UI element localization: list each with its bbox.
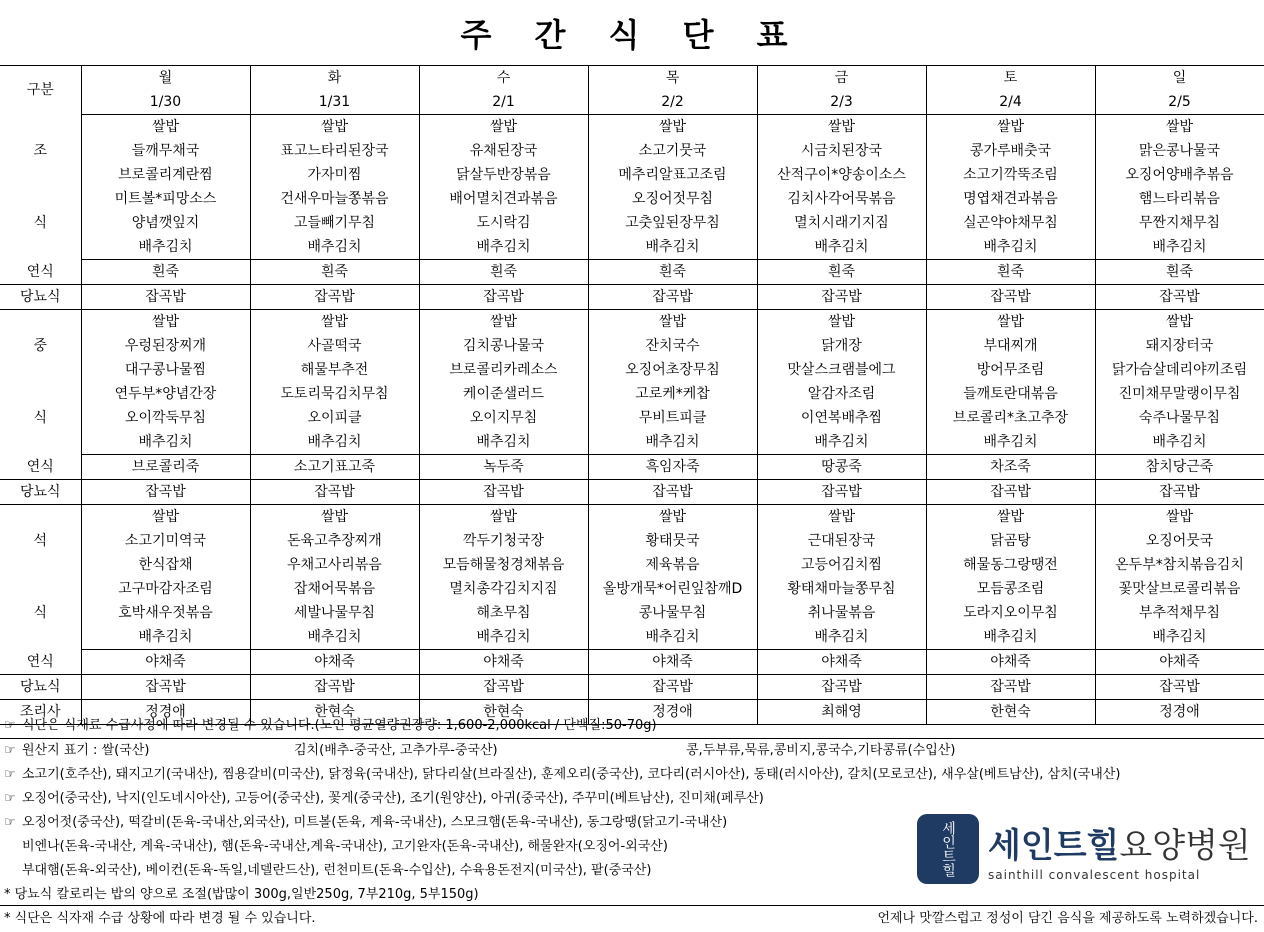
- menu-row: [0, 430, 1264, 455]
- menu-item: 산적구이*양송이소스: [757, 163, 926, 187]
- porridge-item: 흑임자죽: [588, 455, 757, 480]
- page-title: 주 간 식 단 표: [0, 0, 1264, 66]
- menu-item: 무비트피클: [588, 406, 757, 430]
- meal-label-top: 조: [0, 115, 81, 188]
- day-date: 2/4: [926, 90, 1095, 115]
- diabetic-item: 잡곡밥: [250, 675, 419, 700]
- porridge-item: 흰죽: [757, 260, 926, 285]
- cook-name: 정경애: [588, 700, 757, 725]
- pointing-hand-icon: ☞: [4, 743, 16, 758]
- porridge-label: 연식: [0, 455, 81, 480]
- menu-item: 해물부추전: [250, 358, 419, 382]
- diabetic-item: 잡곡밥: [926, 480, 1095, 505]
- menu-row: [0, 139, 1264, 163]
- menu-item: 쌀밥: [81, 115, 250, 140]
- day-name: 화: [250, 66, 419, 90]
- meal-label-bottom: 식: [0, 382, 81, 455]
- menu-item: 호박새우젓볶음: [81, 601, 250, 625]
- menu-item: 고춧잎된장무침: [588, 211, 757, 235]
- day-name: 금: [757, 66, 926, 90]
- menu-item: 배추김치: [1095, 235, 1264, 260]
- diabetic-item: 잡곡밥: [1095, 675, 1264, 700]
- menu-item: 쌀밥: [588, 310, 757, 335]
- porridge-item: 땅콩죽: [757, 455, 926, 480]
- menu-item: 쌀밥: [926, 310, 1095, 335]
- menu-item: 해초무침: [419, 601, 588, 625]
- diabetic-item: 잡곡밥: [757, 675, 926, 700]
- porridge-label: 연식: [0, 260, 81, 285]
- menu-item: 브로콜리*초고추장: [926, 406, 1095, 430]
- diabetic-item: 잡곡밥: [1095, 480, 1264, 505]
- day-date: 2/2: [588, 90, 757, 115]
- note-origin-processed-3: 부대햄(돈육-외국산), 베이컨(돈육-독일,네델란드산), 런천미트(돈육-수입산), 수육용돈전지(미국산), 팥(중국산): [22, 863, 652, 878]
- menu-item: 케이준샐러드: [419, 382, 588, 406]
- diabetic-item: 잡곡밥: [419, 285, 588, 310]
- menu-item: 배추김치: [588, 235, 757, 260]
- cook-name: 한현숙: [926, 700, 1095, 725]
- menu-row: [0, 601, 1264, 625]
- menu-item: 꽃맛살브로콜리볶음: [1095, 577, 1264, 601]
- porridge-item: 브로콜리죽: [81, 455, 250, 480]
- menu-row: [0, 310, 1264, 335]
- menu-item: 배추김치: [926, 625, 1095, 650]
- menu-item: 맑은콩나물국: [1095, 139, 1264, 163]
- menu-item: 시금치된장국: [757, 139, 926, 163]
- porridge-item: 야채죽: [1095, 650, 1264, 675]
- menu-item: 쌀밥: [419, 115, 588, 140]
- diabetic-item: 잡곡밥: [588, 480, 757, 505]
- menu-item: 우렁된장찌개: [81, 334, 250, 358]
- menu-item: 쌀밥: [1095, 505, 1264, 530]
- menu-item: 배추김치: [250, 625, 419, 650]
- menu-item: 돈육고추장찌개: [250, 529, 419, 553]
- menu-item: 부추적채무침: [1095, 601, 1264, 625]
- menu-item: 방어무조림: [926, 358, 1095, 382]
- note-menu-change: ☞ 식단은 식재료 수급사정에 따라 변경될 수 있습니다.(노인 평균열량권장량: 1,600-2,000kcal / 단백질:50-70g): [0, 714, 1264, 739]
- menu-item: 잡채어묵볶음: [250, 577, 419, 601]
- menu-item: 모듬콩조림: [926, 577, 1095, 601]
- porridge-item: 야채죽: [588, 650, 757, 675]
- diabetic-item: 잡곡밥: [250, 480, 419, 505]
- menu-item: 쌀밥: [250, 310, 419, 335]
- diabetic-label: 당뇨식: [0, 285, 81, 310]
- menu-item: 멸치총각김치지짐: [419, 577, 588, 601]
- menu-item: 배추김치: [419, 235, 588, 260]
- note-diabetic-calorie: * 당뇨식 칼로리는 밥의 양으로 조절(밥많이 300g,일반250g, 7부210g, 5부150g): [4, 887, 479, 902]
- menu-item: 쌀밥: [250, 505, 419, 530]
- diabetic-item: 잡곡밥: [926, 285, 1095, 310]
- footer-right-note: 언제나 맛깔스럽고 정성이 담긴 음식을 제공하도록 노력하겠습니다.: [877, 911, 1258, 926]
- menu-item: 들깨토란대볶음: [926, 382, 1095, 406]
- menu-item: 쌀밥: [588, 115, 757, 140]
- porridge-row: [0, 260, 1264, 285]
- menu-item: 브로콜리카레소스: [419, 358, 588, 382]
- note-origin-processed-2: 비엔나(돈육-국내산, 계육-국내산), 햄(돈육-국내산,계육-국내산), 고기완자(돈육-국내산), 해물완자(오징어-외국산): [22, 839, 668, 854]
- porridge-item: 야채죽: [926, 650, 1095, 675]
- porridge-item: 흰죽: [588, 260, 757, 285]
- menu-row: [0, 163, 1264, 187]
- menu-item: 맛살스크램블에그: [757, 358, 926, 382]
- menu-row: [0, 505, 1264, 530]
- diabetic-item: 잡곡밥: [926, 675, 1095, 700]
- menu-item: 잔치국수: [588, 334, 757, 358]
- menu-item: 배추김치: [926, 235, 1095, 260]
- menu-row: [0, 358, 1264, 382]
- menu-item: 메추리알표고조림: [588, 163, 757, 187]
- porridge-item: 참치당근죽: [1095, 455, 1264, 480]
- porridge-item: 흰죽: [250, 260, 419, 285]
- diabetic-row: [0, 480, 1264, 505]
- menu-item: 배추김치: [588, 430, 757, 455]
- menu-item: 쌀밥: [250, 115, 419, 140]
- menu-item: 배추김치: [757, 235, 926, 260]
- weekly-menu-table: [0, 66, 1264, 725]
- menu-row: [0, 115, 1264, 140]
- header-label: 구분: [0, 66, 81, 115]
- day-date: 1/30: [81, 90, 250, 115]
- day-name: 목: [588, 66, 757, 90]
- pointing-hand-icon: ☞: [4, 718, 16, 733]
- menu-item: 배추김치: [757, 430, 926, 455]
- note-origin-rice: ☞ 원산지 표기 : 쌀(국산) 김치(배추-중국산, 고추가루-중국산) 콩,두부류,묵류,콩비지,콩국수,기타콩류(수입산): [0, 739, 1264, 763]
- menu-item: 닭가슴살데리야끼조림: [1095, 358, 1264, 382]
- menu-item: 표고느타리된장국: [250, 139, 419, 163]
- menu-item: 쌀밥: [757, 310, 926, 335]
- menu-item: 배어멸치견과볶음: [419, 187, 588, 211]
- meal-label-bottom: 식: [0, 577, 81, 650]
- menu-item: 쌀밥: [757, 505, 926, 530]
- diabetic-item: 잡곡밥: [419, 480, 588, 505]
- menu-item: 진미채무말랭이무침: [1095, 382, 1264, 406]
- menu-item: 쌀밥: [419, 310, 588, 335]
- menu-item: 배추김치: [926, 430, 1095, 455]
- menu-item: 콩나물무침: [588, 601, 757, 625]
- diabetic-label: 당뇨식: [0, 675, 81, 700]
- menu-row: [0, 211, 1264, 235]
- menu-item: 해물동그랑땡전: [926, 553, 1095, 577]
- menu-item: 김치사각어묵볶음: [757, 187, 926, 211]
- porridge-item: 야채죽: [81, 650, 250, 675]
- porridge-item: 야채죽: [250, 650, 419, 675]
- cook-name: 최해영: [757, 700, 926, 725]
- menu-item: 제육볶음: [588, 553, 757, 577]
- menu-item: 배추김치: [81, 235, 250, 260]
- menu-item: 쌀밥: [926, 505, 1095, 530]
- menu-item: 배추김치: [1095, 625, 1264, 650]
- menu-item: 황태뭇국: [588, 529, 757, 553]
- diabetic-item: 잡곡밥: [250, 285, 419, 310]
- menu-item: 취나물볶음: [757, 601, 926, 625]
- menu-item: 도시락김: [419, 211, 588, 235]
- menu-item: 들깨무채국: [81, 139, 250, 163]
- cook-name: 정경애: [1095, 700, 1264, 725]
- day-date: 1/31: [250, 90, 419, 115]
- note-origin-meat: ☞ 소고기(호주산), 돼지고기(국내산), 찜용갈비(미국산), 닭정육(국내산), 닭다리살(브라질산), 훈제오리(중국산), 코다리(러시아산), 동태(러시아산), 갈치(모로코산), 새우살(베트남산), 삼치(국내산): [0, 763, 1264, 787]
- menu-row: [0, 529, 1264, 553]
- diabetic-item: 잡곡밥: [81, 285, 250, 310]
- porridge-label: 연식: [0, 650, 81, 675]
- menu-item: 숙주나물무침: [1095, 406, 1264, 430]
- menu-item: 오이깍둑무침: [81, 406, 250, 430]
- menu-item: 실곤약야채무침: [926, 211, 1095, 235]
- menu-row: [0, 406, 1264, 430]
- diabetic-item: 잡곡밥: [588, 285, 757, 310]
- porridge-item: 야채죽: [757, 650, 926, 675]
- header-dates-row: [0, 90, 1264, 115]
- pointing-hand-icon: ☞: [4, 767, 16, 782]
- day-name: 수: [419, 66, 588, 90]
- diabetic-item: 잡곡밥: [1095, 285, 1264, 310]
- menu-item: 소고기미역국: [81, 529, 250, 553]
- menu-row: [0, 577, 1264, 601]
- menu-item: 오징어양배추볶음: [1095, 163, 1264, 187]
- menu-item: 브로콜리계란찜: [81, 163, 250, 187]
- menu-item: 배추김치: [757, 625, 926, 650]
- porridge-item: 흰죽: [419, 260, 588, 285]
- menu-item: 모듬해물청경채볶음: [419, 553, 588, 577]
- diabetic-item: 잡곡밥: [81, 480, 250, 505]
- menu-item: 대구콩나물찜: [81, 358, 250, 382]
- note-origin-processed: ☞ 오징어젓(중국산), 떡갈비(돈육-국내산,외국산), 미트볼(돈육, 계육-국내산), 스모크햄(돈육-국내산), 동그랑땡(닭고기-국내산): [0, 811, 1264, 835]
- menu-item: 닭살두반장볶음: [419, 163, 588, 187]
- menu-item: 배추김치: [1095, 430, 1264, 455]
- menu-item: 쌀밥: [926, 115, 1095, 140]
- menu-item: 쌀밥: [81, 505, 250, 530]
- porridge-item: 녹두죽: [419, 455, 588, 480]
- menu-item: 배추김치: [250, 430, 419, 455]
- menu-item: 우채고사리볶음: [250, 553, 419, 577]
- diabetic-row: [0, 675, 1264, 700]
- diabetic-item: 잡곡밥: [588, 675, 757, 700]
- porridge-row: [0, 650, 1264, 675]
- menu-item: 고구마감자조림: [81, 577, 250, 601]
- diabetic-item: 잡곡밥: [419, 675, 588, 700]
- cook-name: 한현숙: [419, 700, 588, 725]
- menu-item: 고들빼기무침: [250, 211, 419, 235]
- menu-row: [0, 625, 1264, 650]
- header-days-row: [0, 66, 1264, 90]
- menu-item: 세발나물무침: [250, 601, 419, 625]
- menu-item: 쌀밥: [81, 310, 250, 335]
- logo-english-name: sainthill convalescent hospital: [988, 868, 1201, 882]
- diabetic-item: 잡곡밥: [757, 480, 926, 505]
- menu-item: 유채된장국: [419, 139, 588, 163]
- footer-left-note: * 식단은 식자재 수급 상황에 따라 변경 될 수 있습니다.: [4, 911, 316, 926]
- porridge-item: 흰죽: [81, 260, 250, 285]
- menu-item: 무짠지채무침: [1095, 211, 1264, 235]
- diabetic-item: 잡곡밥: [81, 675, 250, 700]
- logo-name: 세인트힐요양병원: [988, 826, 1251, 866]
- menu-item: 쌀밥: [419, 505, 588, 530]
- menu-item: 건새우마늘쫑볶음: [250, 187, 419, 211]
- menu-row: [0, 382, 1264, 406]
- menu-item: 가자미찜: [250, 163, 419, 187]
- porridge-row: [0, 455, 1264, 480]
- menu-item: 콩가루배춧국: [926, 139, 1095, 163]
- menu-item: 배추김치: [419, 625, 588, 650]
- diabetic-row: [0, 285, 1264, 310]
- cook-label: 조리사: [0, 700, 81, 725]
- menu-item: 부대찌개: [926, 334, 1095, 358]
- menu-item: 햄느타리볶음: [1095, 187, 1264, 211]
- menu-item: 멸치시래기지짐: [757, 211, 926, 235]
- menu-item: 오징어젓무침: [588, 187, 757, 211]
- meal-label-bottom: 식: [0, 187, 81, 260]
- menu-item: 고로케*케찹: [588, 382, 757, 406]
- menu-item: 연두부*양념간장: [81, 382, 250, 406]
- porridge-item: 소고기표고죽: [250, 455, 419, 480]
- menu-item: 미트볼*피망소스: [81, 187, 250, 211]
- menu-item: 도토리묵김치무침: [250, 382, 419, 406]
- note-origin-seafood: ☞ 오징어(중국산), 낙지(인도네시아산), 고등어(중국산), 꽃게(중국산), 조기(원양산), 아귀(중국산), 주꾸미(베트남산), 진미채(페루산): [0, 787, 1264, 811]
- menu-item: 근대된장국: [757, 529, 926, 553]
- day-name: 토: [926, 66, 1095, 90]
- menu-item: 오징어초장무침: [588, 358, 757, 382]
- menu-item: 소고기깍뚝조림: [926, 163, 1095, 187]
- menu-item: 쌀밥: [757, 115, 926, 140]
- pointing-hand-icon: ☞: [4, 791, 16, 806]
- menu-item: 오징어뭇국: [1095, 529, 1264, 553]
- menu-item: 알감자조림: [757, 382, 926, 406]
- menu-item: 배추김치: [250, 235, 419, 260]
- menu-item: 쌀밥: [1095, 310, 1264, 335]
- menu-item: 오이지무침: [419, 406, 588, 430]
- menu-item: 올방개묵*어린잎참깨D: [588, 577, 757, 601]
- meal-label-top: 석: [0, 505, 81, 578]
- porridge-item: 차조죽: [926, 455, 1095, 480]
- porridge-item: 흰죽: [926, 260, 1095, 285]
- menu-item: 배추김치: [81, 430, 250, 455]
- footer-line: [0, 905, 1264, 932]
- cook-name: 정경애: [81, 700, 250, 725]
- menu-item: 양념깻잎지: [81, 211, 250, 235]
- logo-seal-icon: 세인트힐: [917, 814, 979, 884]
- menu-item: 고등어김치찜: [757, 553, 926, 577]
- day-name: 월: [81, 66, 250, 90]
- menu-item: 김치콩나물국: [419, 334, 588, 358]
- menu-item: 배추김치: [588, 625, 757, 650]
- menu-item: 깍두기청국장: [419, 529, 588, 553]
- menu-item: 사골떡국: [250, 334, 419, 358]
- porridge-item: 야채죽: [419, 650, 588, 675]
- menu-item: 이연복배추찜: [757, 406, 926, 430]
- day-date: 2/5: [1095, 90, 1264, 115]
- menu-row: [0, 334, 1264, 358]
- porridge-item: 흰죽: [1095, 260, 1264, 285]
- menu-item: 온두부*참치볶음김치: [1095, 553, 1264, 577]
- menu-item: 명엽채견과볶음: [926, 187, 1095, 211]
- menu-item: 닭개장: [757, 334, 926, 358]
- day-date: 2/3: [757, 90, 926, 115]
- hospital-logo: [915, 812, 1260, 887]
- menu-item: 배추김치: [81, 625, 250, 650]
- menu-item: 황태채마늘쫑무침: [757, 577, 926, 601]
- menu-item: 한식잡채: [81, 553, 250, 577]
- menu-item: 쌀밥: [1095, 115, 1264, 140]
- diabetic-label: 당뇨식: [0, 480, 81, 505]
- menu-row: [0, 235, 1264, 260]
- pointing-hand-icon: ☞: [4, 815, 16, 830]
- menu-item: 닭곰탕: [926, 529, 1095, 553]
- meal-label-top: 중: [0, 310, 81, 383]
- diabetic-item: 잡곡밥: [757, 285, 926, 310]
- menu-item: 돼지장터국: [1095, 334, 1264, 358]
- day-name: 일: [1095, 66, 1264, 90]
- menu-item: 오이피클: [250, 406, 419, 430]
- day-date: 2/1: [419, 90, 588, 115]
- cook-name: 한현숙: [250, 700, 419, 725]
- menu-item: 쌀밥: [588, 505, 757, 530]
- menu-item: 도라지오이무침: [926, 601, 1095, 625]
- menu-item: 배추김치: [419, 430, 588, 455]
- menu-row: [0, 187, 1264, 211]
- menu-row: [0, 553, 1264, 577]
- menu-item: 소고기뭇국: [588, 139, 757, 163]
